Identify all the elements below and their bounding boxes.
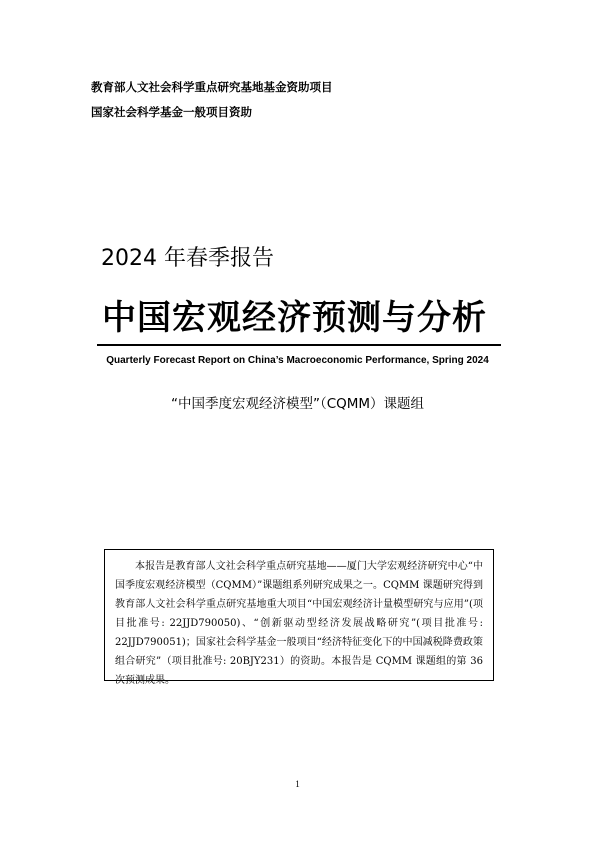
- report-main-title: 中国宏观经济预测与分析: [102, 298, 487, 338]
- report-subtitle: 2024 年春季报告: [101, 246, 274, 271]
- page-number: 1: [295, 779, 300, 789]
- title-divider: [97, 344, 501, 346]
- report-english-title: Quarterly Forecast Report on China’s Macroeconomic Performance, Spring 2024: [106, 355, 489, 366]
- acknowledgement-text: 本报告是教育部人文社会科学重点研究基地——厦门大学宏观经济研究中心“中国季度宏观经济模型（CQMM）”课题组系列研究成果之一。CQMM 课题研究得到教育部人文社会科学重点研究基地重大项目“中国宏观经济计量模型研究与应用”(项目批准号: 22JJD790050)、“创新驱动型经济发展战略研究”(项目批准号: 22JJD790051)；国家社会科学基金一般项目“经济特征变化下的中国减税降费政策组合研究”（项目批准号: 20BJY231）的资助。本报告是 CQMM 课题组的第 36 次预测成果。: [115, 561, 483, 686]
- research-group: “中国季度宏观经济模型”（CQMM）课题组: [170, 396, 425, 412]
- acknowledgement-box: [104, 549, 494, 686]
- funding-line-2: 国家社会科学基金一般项目资助: [91, 105, 252, 119]
- funding-line-1: 教育部人文社会科学重点研究基地基金资助项目: [91, 80, 333, 94]
